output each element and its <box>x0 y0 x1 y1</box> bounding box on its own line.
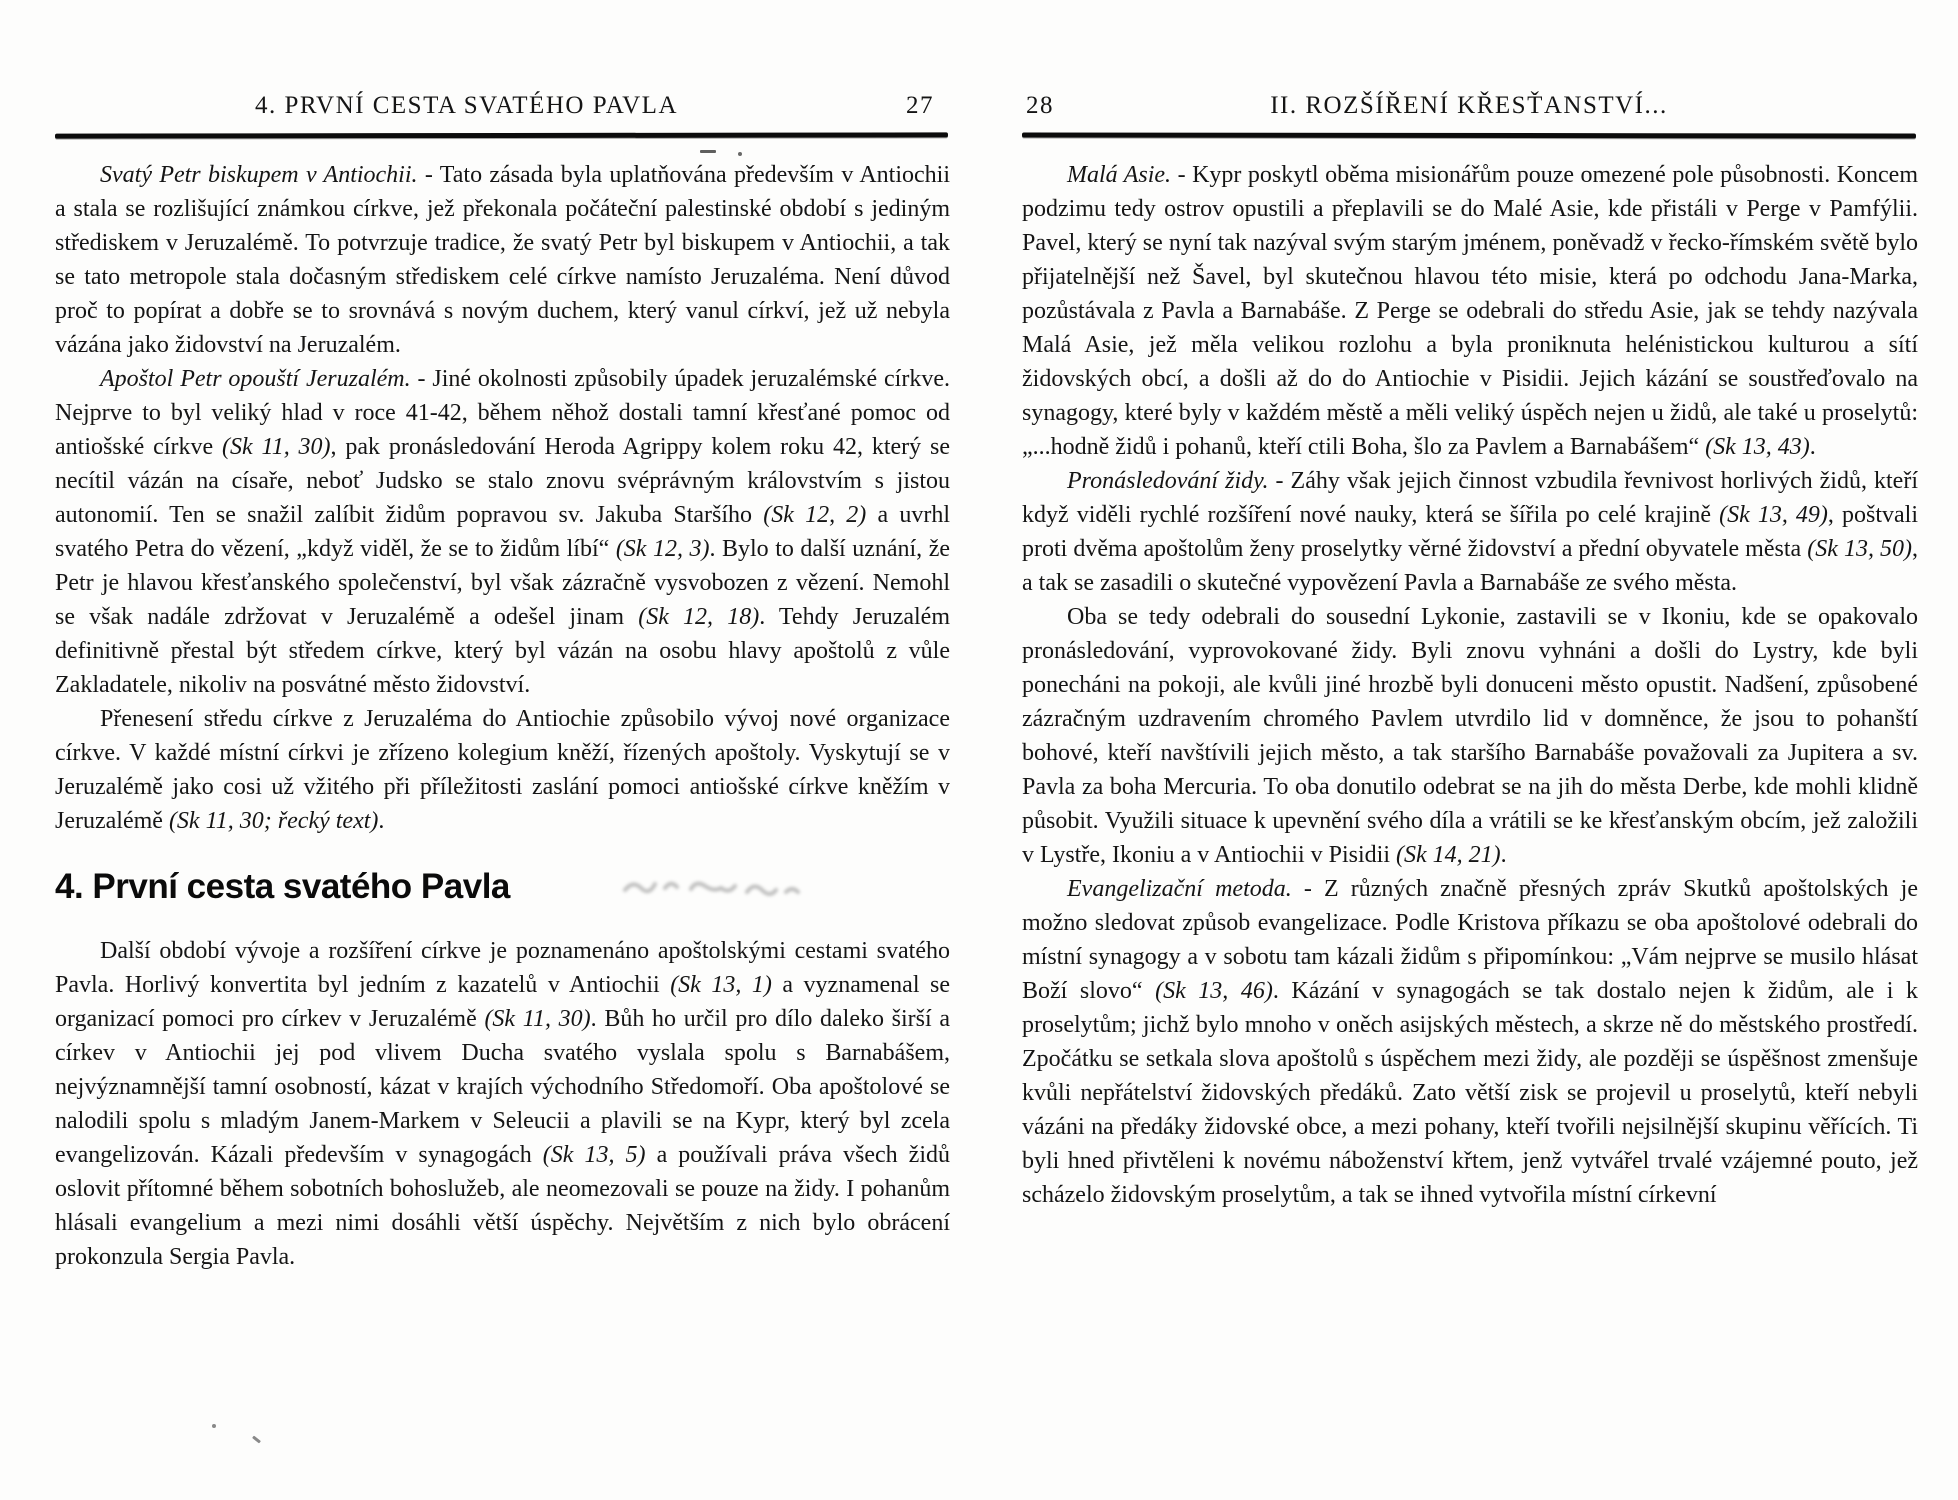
paragraph: Pronásledování židy. - Záhy však jejich činnost vzbudila řevnivost horlivých židů, kteří když viděli rychlé rozšíření nové nauky, která se šířila po celé krajině (Sk 13, 49), poštvali proti dvěma apoštolům ženy proselytky věrné židovství a přední obyvatele města (Sk 13, 50), a tak se zasadili o skutečné vypovězení Pavla a Barnabáše ze svého města. <box>1022 468 1919 596</box>
paragraph: Svatý Petr biskupem v Antiochii. - Tato zásada byla uplatňována především v Antiochii a stala se rozlišující známkou církve, jež překonala počáteční palestinské období s jediným střediskem v Jeruzalémě. To potvrzuje tradice, že svatý Petr byl biskupem v Antiochii, a tak se tato metropole stala dočasným střediskem celé církve namísto Jeruzaléma. Není důvod proč to popírat a dobře se to srovnává s novým duchem, který vanul církví, jež už nebyla vázána jako židovství na Jeruzalém. <box>55 162 950 358</box>
text-column-right <box>1022 158 1918 1212</box>
running-head-title: 4. PRVNÍ CESTA SVATÉHO PAVLA <box>254 92 679 119</box>
page-number: 28 <box>1026 92 1054 119</box>
page-number: 27 <box>906 92 934 119</box>
scan-artifact <box>252 1436 261 1444</box>
paragraph: Další období vývoje a rozšíření církve je poznamenáno apoštolskými cestami svatého Pavla. Horlivý konvertita byl jedním z kazatelů v Antiochii (Sk 13, 1) a vyznamenal se organizací pomoci pro církev v Jeruzalémě (Sk 11, 30). Bůh ho určil pro dílo daleko širší a církev v Antiochii jej pod vlivem Ducha svatého vyslala spolu s Barnabášem, nejvýznamnější tamní osobností, kázat v krajích východního Středomoří. Oba apoštolové se nalodili spolu s mladým Janem-Markem v Seleucii a plavili se na Kypr, který byl zcela evangelizován. Kázali především v synagogách (Sk 13, 5) a používali práva všech židů oslovit přítomné během sobotních bohoslužeb, ale neomezovali se pouze na židy. I pohanům hlásali evangelium a mezi nimi dosáhli větší úspěchy. Největším z nich bylo obrácení prokonzula Sergia Pavla. <box>55 938 951 1270</box>
running-head-right <box>1022 92 1916 126</box>
header-rule <box>55 132 948 138</box>
paragraph: Přenesení středu církve z Jeruzaléma do Antiochie způsobilo vývoj nové organizace církve. V každé místní církvi je zřízeno kolegium kněží, řízených apoštoly. Vyskytují se v Jeruzalémě jako cosi už vžitého při příležitosti zaslání pomoci antiošské církve kněžím v Jeruzalémě (Sk 11, 30; řecký text). <box>55 706 950 834</box>
paragraph: Malá Asie. - Kypr poskytl oběma misionářům pouze omezené pole působnosti. Koncem podzimu tedy ostrov opustili a přeplavili se do Malé Asie, kde přistáli v Perge v Pamfýlii. Pavel, který se nyní tak nazýval svým starým jménem, poněvadž v řecko-římském světě bylo přijatelnější než Šavel, byl skutečnou hlavou této misie, která po odchodu Jana-Marka, pozůstávala z Pavla a Barnabáše. Z Perge se odebrali do středu Asie, jak se tehdy nazývala Malá Asie, jež měla velikou rozlohu a byla proniknuta helénistickou kulturou a sítí židovských obcí, a došli až do do Antiochie v Pisidii. Jejich kázání se soustřeďovalo na synagogy, které byly v každém městě a měli veliký úspěch nejen u židů, ale také u proselytů: „...hodně židů i pohanů, kteří ctili Boha, šlo za Pavlem a Barnabášem“ (Sk 13, 43). <box>1022 162 1919 460</box>
scan-artifact <box>738 152 742 156</box>
header-rule <box>1022 133 1916 139</box>
paragraph: Evangelizační metoda. - Z různých značně přesných zpráv Skutků apoštolských je možno sledovat způsob evangelizace. Podle Kristova příkazu se oba apoštolové odebrali do místní synagogy a v sobotu tam kázali židům s připomínkou: „Vám nejprve se musilo hlásat Boží slovo“ (Sk 13, 46). Kázání v synagogách se tak dostalo nejen k židům, ale i k proselytům; jichž bylo mnoho v oněch asijských městech, a skrze ně do městského prostředí. Zpočátku se setkala slova apoštolů s úspěchem mezi židy, ale později se úspěšnost zmenšuje kvůli nepřátelství židovských předáků. Zato větší zisk se projevil u proselytů, kteří nebyli vázáni na předáky židovské obce, a mezi pohany, kteří tvořili nejsilnější skupinu věřících. Ti byli hned přivtěleni k novému náboženství křtem, jenž vytvářel trvalé vzájemné pouto, jež scházelo židovským proselytům, a tak se ihned vytvořila místní církevní <box>1022 876 1918 1208</box>
scan-artifact <box>700 150 716 153</box>
running-head-title: II. ROZŠÍŘENÍ KŘESŤANSTVÍ... <box>1270 92 1668 119</box>
pencil-smudge <box>620 872 830 902</box>
paragraph: Apoštol Petr opouští Jeruzalém. - Jiné okolnosti způsobily úpadek jeruzalémské církve. Nejprve to byl veliký hlad v roce 41-42, během něhož dostali tamní křesťané pomoc od antiošské církve (Sk 11, 30), pak pronásledování Heroda Agrippy kolem roku 42, který se necítil vázán na císaře, neboť Judsko se stalo znovu svéprávným královstvím s jistou autonomií. Ten se snažil zalíbit židům popravou sv. Jakuba Staršího (Sk 12, 2) a uvrhl svatého Petra do vězení, „když viděl, že se to židům líbí“ (Sk 12, 3). Bylo to další uznání, že Petr je hlavou křesťanského společenství, byl však zázračně vysvobozen z vězení. Nemohl se však nadále zdržovat v Jeruzalémě a odešel jinam (Sk 12, 18). Tehdy Jeruzalém definitivně přestal být středem církve, který byl vázán na osobu hlavy apoštolů z vůle Zakladatele, nikoliv na posvátné město židovství. <box>55 366 951 698</box>
paragraph: Oba se tedy odebrali do sousední Lykonie, zastavili se v Ikoniu, kde se opakovalo pronásledování, vyprovokované židy. Byli znovu vyhnáni a došli do Lystry, kde byli ponecháni na pokoji, ale kvůli jiné hrozbě byli donuceni město opustit. Nadšení, způsobené zázračným uzdravením chromého Pavlem utvrdilo lid v domněnce, že jsou to pohanští bohové, kteří navštívili jejich město, a tak staršího Barnabáše považovali za Jupitera a sv. Pavla za boha Mercuria. To oba donutilo odebrat se na jih do města Derbe, kde mohli klidně působit. Využili situace k upevnění svého díla a vrátili se ke křesťanským obcím, jež založili v Lystře, Ikoniu a v Antiochii v Pisidii (Sk 14, 21). <box>1022 604 1918 868</box>
running-head-left <box>55 92 948 126</box>
section-heading-text: 4. První cesta svatého Pavla <box>55 867 510 906</box>
section-heading <box>55 868 950 906</box>
page-right <box>979 0 1958 1500</box>
scan-artifact <box>212 1424 216 1428</box>
text-column-left <box>55 158 950 1274</box>
